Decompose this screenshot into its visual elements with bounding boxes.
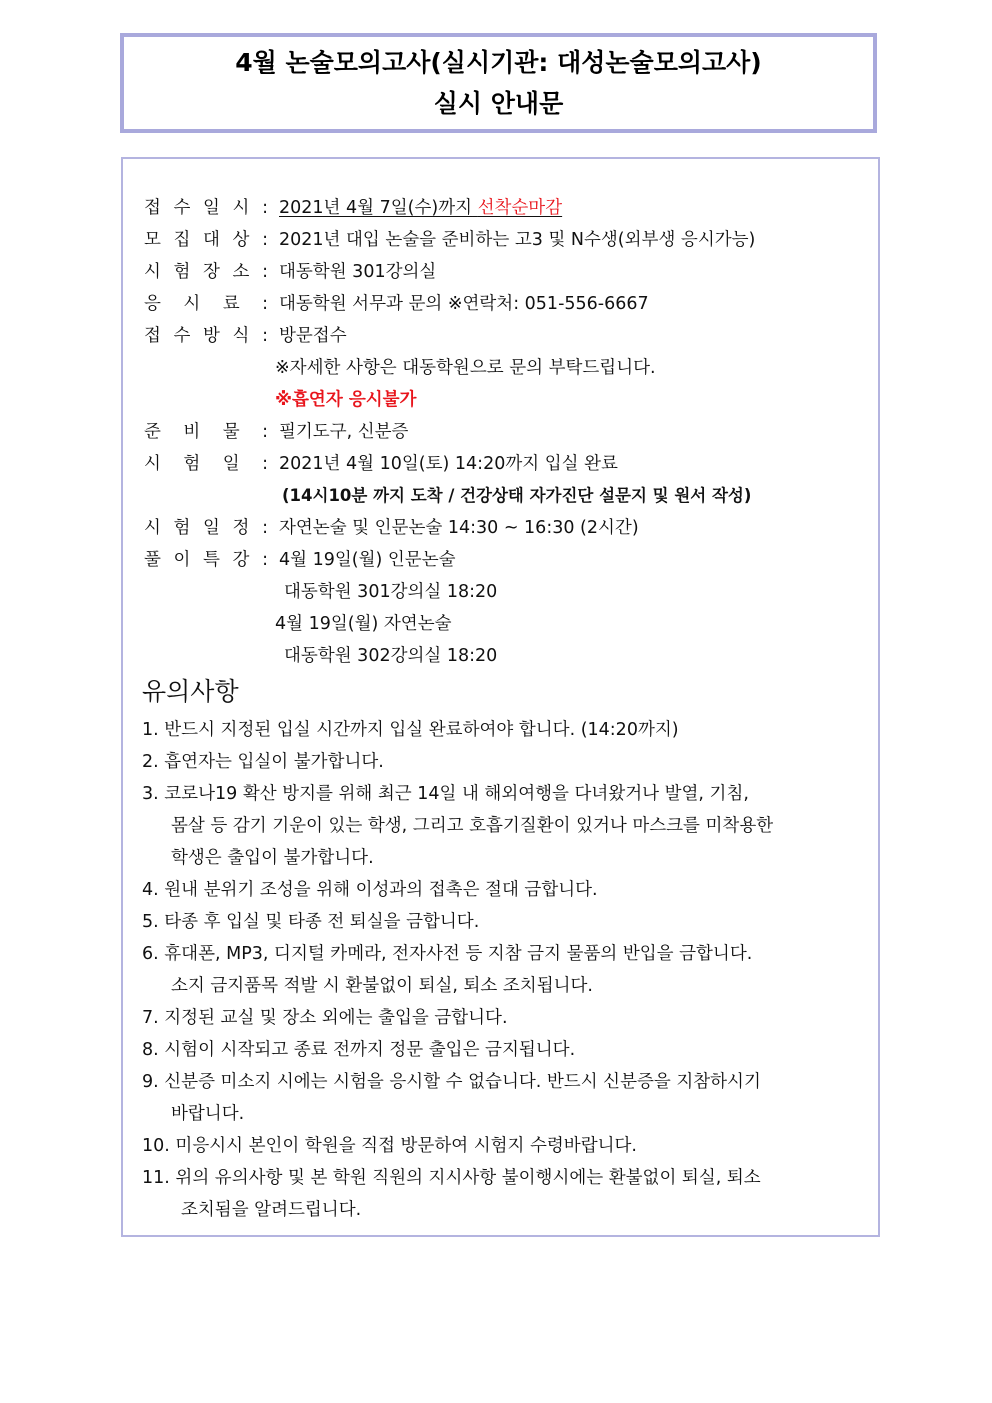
notices-title: 유의사항: [142, 677, 239, 706]
label-char: 수: [173, 198, 191, 218]
lecture-line-3: 4월 19일(월) 자연논술: [275, 614, 452, 634]
lecture-line-4: 대동학원 302강의실 18:20: [284, 646, 498, 666]
notice-number: 8.: [142, 1040, 159, 1060]
supplies-value: 필기도구, 신분증: [279, 422, 409, 442]
label-char: 험: [173, 262, 191, 282]
fee-value: 대동학원 서무과 문의 ※연락처: 051-556-6667: [279, 294, 649, 314]
reception-date-text: 2021년 4월 7일(수)까지: [279, 198, 473, 218]
label-char: 시: [144, 262, 161, 282]
label-char: 준: [144, 422, 161, 442]
label-char: 이: [173, 550, 191, 570]
label-char: 비: [183, 422, 201, 442]
notice-text: 신분증 미소지 시에는 시험을 응시할 수 없습니다. 반드시 신분증을 지참하시기: [164, 1072, 761, 1092]
label-supplies: [144, 420, 268, 444]
label-char: 소: [232, 262, 250, 282]
notice-item-10: [142, 1134, 637, 1158]
notice-number: 3.: [142, 784, 159, 804]
lecture-line-2: 대동학원 301강의실 18:20: [284, 582, 498, 602]
notice-text: 타종 후 입실 및 타종 전 퇴실을 금합니다.: [164, 912, 480, 932]
label-char: 물: [222, 422, 240, 442]
notice-item-6-line-2: 소지 금지품목 적발 시 환불없이 퇴실, 퇴소 조치됩니다.: [171, 976, 593, 996]
notice-item-9-line-2: 바랍니다.: [171, 1104, 245, 1124]
label-char: :: [262, 198, 268, 218]
notice-number: 11.: [142, 1168, 170, 1188]
notice-item-5: [142, 910, 479, 934]
target-value: 2021년 대입 논술을 준비하는 고3 및 N수생(외부생 응시가능): [279, 230, 756, 250]
label-char: 접: [144, 198, 161, 218]
notice-number: 2.: [142, 752, 159, 772]
label-char: 대: [203, 230, 220, 250]
notice-item-3-line-3: 학생은 출입이 불가합니다.: [171, 848, 374, 868]
label-char: 접: [144, 326, 161, 346]
label-schedule: [144, 516, 268, 540]
first-come-deadline: 선착순마감: [477, 198, 563, 218]
notice-number: 9.: [142, 1072, 159, 1092]
label-char: 시: [144, 454, 161, 474]
label-char: 풀: [144, 550, 161, 570]
notice-item-11-line-2: 조치됨을 알려드립니다.: [181, 1200, 362, 1220]
label-char: 험: [183, 454, 201, 474]
notice-text: 지정된 교실 및 장소 외에는 출입을 금합니다.: [164, 1008, 508, 1028]
notice-number: 6.: [142, 944, 159, 964]
label-char: 응: [144, 294, 161, 314]
label-char: 일: [203, 518, 220, 538]
notice-item-4: [142, 878, 598, 902]
label-exam-date: [144, 452, 268, 476]
notice-text: 휴대폰, MP3, 디지털 카메라, 전자사전 등 지참 금지 물품의 반입을 금합니다.: [164, 944, 753, 964]
label-char: 장: [203, 262, 220, 282]
page-subtitle: 실시 안내문: [433, 89, 564, 118]
venue-value: 대동학원 301강의실: [279, 262, 437, 282]
notice-item-6: [142, 942, 752, 966]
notice-number: 5.: [142, 912, 159, 932]
label-char: 료: [222, 294, 240, 314]
notice-number: 1.: [142, 720, 159, 740]
notice-item-9: [142, 1070, 761, 1094]
label-char: 상: [232, 230, 250, 250]
notice-item-7: [142, 1006, 508, 1030]
label-char: :: [262, 294, 268, 314]
label-char: :: [262, 550, 268, 570]
label-char: 강: [232, 550, 250, 570]
label-char: 집: [173, 230, 191, 250]
label-char: 수: [173, 326, 191, 346]
notice-text: 반드시 지정된 입실 시간까지 입실 완료하여야 합니다. (14:20까지): [164, 720, 679, 740]
notice-number: 10.: [142, 1136, 170, 1156]
notice-text: 코로나19 확산 방지를 위해 최근 14일 내 해외여행을 다녀왔거나 발열, 기침,: [164, 784, 749, 804]
notice-text: 미응시시 본인이 학원을 직접 방문하여 시험지 수령바랍니다.: [175, 1136, 637, 1156]
label-char: 시: [144, 518, 161, 538]
label-target: [144, 228, 268, 252]
lecture-line-1: 4월 19일(월) 인문논술: [279, 550, 456, 570]
notice-number: 4.: [142, 880, 159, 900]
notice-text: 위의 유의사항 및 본 학원 직원의 지시사항 불이행시에는 환불없이 퇴실, 퇴소: [175, 1168, 761, 1188]
notice-text: 흡연자는 입실이 불가합니다.: [164, 752, 384, 772]
label-char: 일: [222, 454, 240, 474]
label-char: :: [262, 326, 268, 346]
label-char: :: [262, 262, 268, 282]
notice-text: 원내 분위기 조성을 위해 이성과의 접촉은 절대 금합니다.: [164, 880, 598, 900]
exam-arrival-note: (14시10분 까지 도착 / 건강상태 자가진단 설문지 및 원서 작성): [282, 486, 752, 505]
notice-item-8: [142, 1038, 575, 1062]
label-char: 모: [144, 230, 161, 250]
label-char: 특: [203, 550, 220, 570]
notice-item-3-line-2: 몸살 등 감기 기운이 있는 학생, 그리고 호흡기질환이 있거나 마스크를 미착용한: [171, 816, 774, 836]
notice-item-3: [142, 782, 749, 806]
label-char: 일: [203, 198, 220, 218]
label-char: :: [262, 422, 268, 442]
notice-item-2: [142, 750, 384, 774]
label-method: [144, 324, 268, 348]
label-char: :: [262, 230, 268, 250]
method-note: ※자세한 사항은 대동학원으로 문의 부탁드립니다.: [275, 358, 656, 378]
label-char: :: [262, 454, 268, 474]
label-venue: [144, 260, 268, 284]
label-char: 험: [173, 518, 191, 538]
label-fee: [144, 292, 268, 316]
method-value: 방문접수: [279, 326, 347, 346]
label-char: 방: [203, 326, 220, 346]
notice-item-1: [142, 718, 679, 742]
notice-text: 시험이 시작되고 종료 전까지 정문 출입은 금지됩니다.: [164, 1040, 576, 1060]
notice-number: 7.: [142, 1008, 159, 1028]
smoker-warning: ※흡연자 응시불가: [275, 390, 417, 410]
label-char: 식: [232, 326, 250, 346]
notice-item-11: [142, 1166, 761, 1190]
label-reception-date: [144, 196, 268, 220]
label-char: 시: [232, 198, 250, 218]
label-char: :: [262, 518, 268, 538]
reception-date-value: [279, 196, 562, 220]
schedule-value: 자연논술 및 인문논술 14:30 ~ 16:30 (2시간): [279, 518, 639, 538]
exam-date-value: 2021년 4월 10일(토) 14:20까지 입실 완료: [279, 454, 618, 474]
label-char: 시: [183, 294, 201, 314]
label-char: 정: [232, 518, 250, 538]
title-box: [120, 33, 877, 133]
page-title: 4월 논술모의고사(실시기관: 대성논술모의고사): [235, 48, 762, 77]
label-lecture: [144, 548, 268, 572]
